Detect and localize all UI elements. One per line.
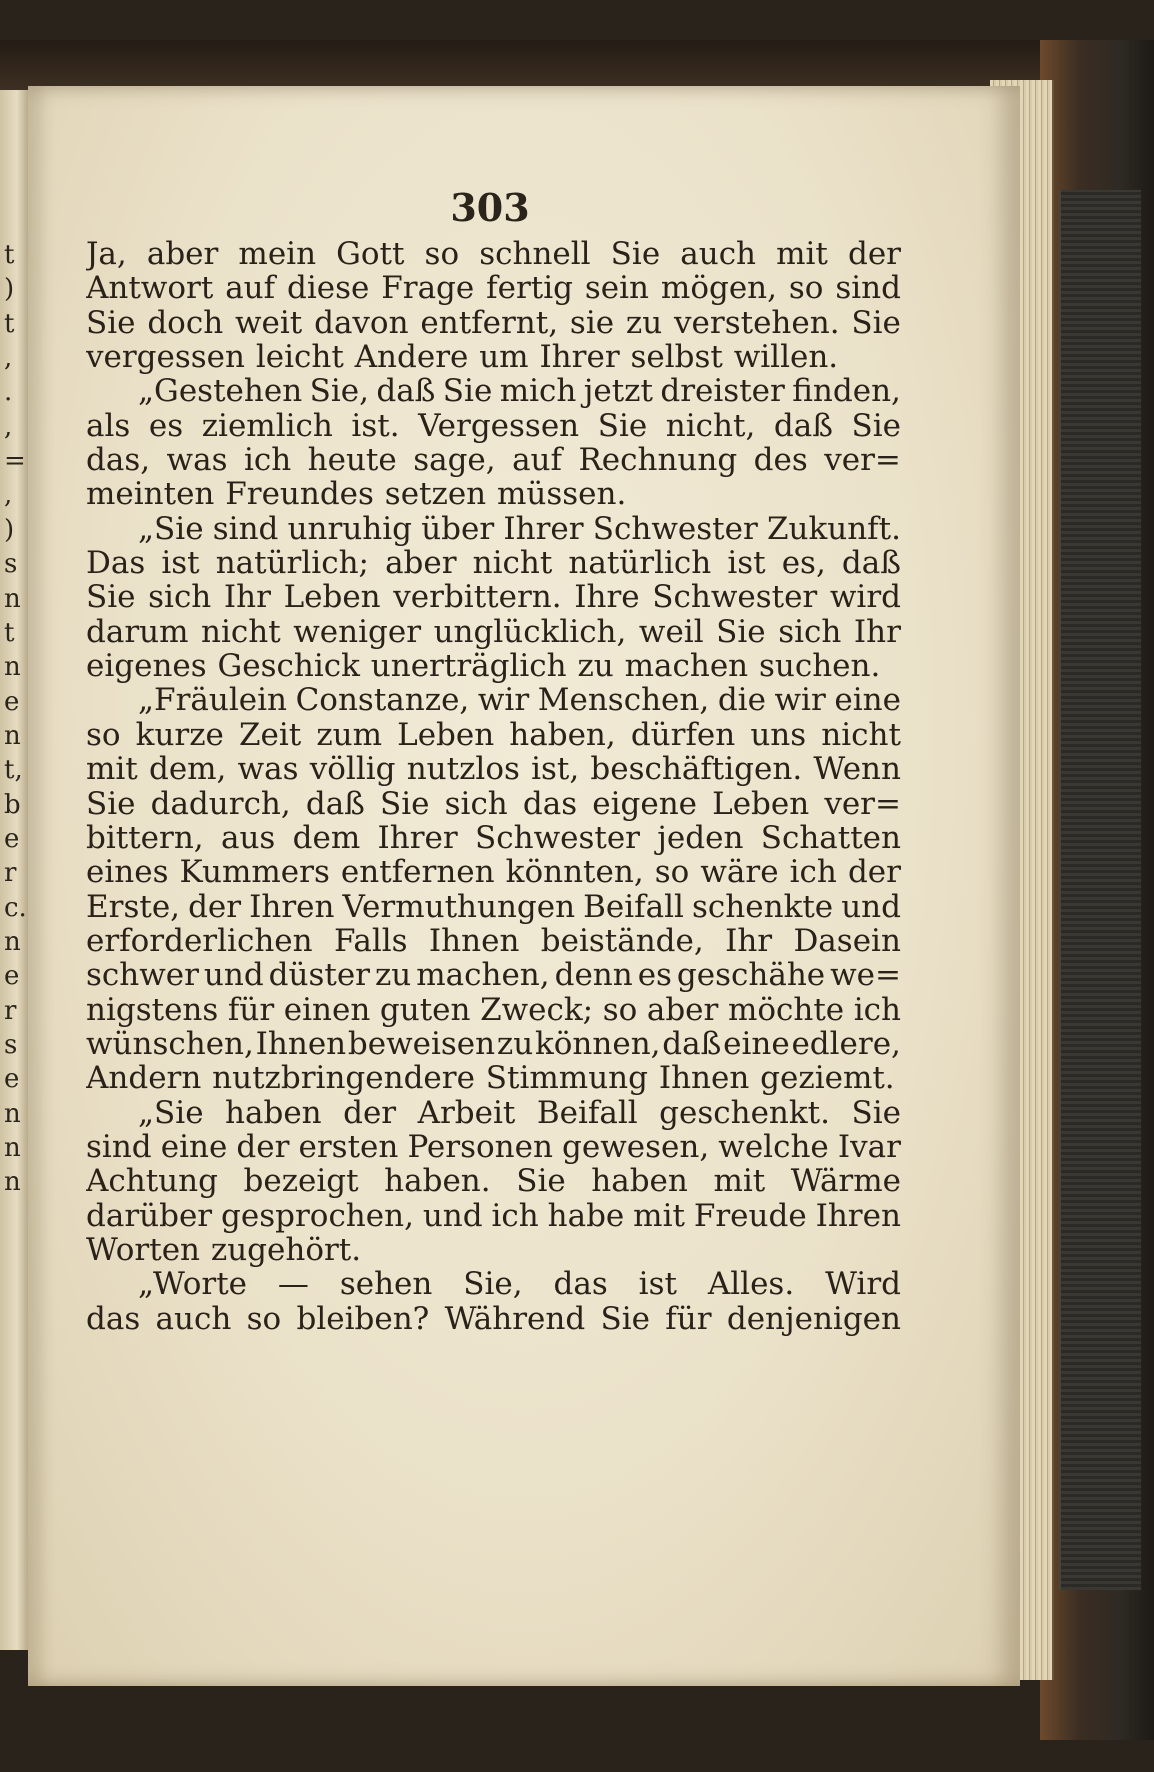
- text-line: eines Kummers entfernen könnten, so wäre ich der: [86, 855, 901, 890]
- text-line: als es ziemlich ist. Vergessen Sie nicht, daß Sie: [86, 408, 901, 444]
- text-line: bittern, aus dem Ihrer Schwester jeden Schatten: [86, 820, 901, 856]
- facing-page-fragment: ,: [4, 480, 13, 511]
- text-line: Erste, der Ihren Vermuthungen Beifall schenkte und: [86, 889, 901, 924]
- text-line: Worten zugehört.: [86, 1232, 362, 1268]
- facing-page-fragment: n: [4, 927, 21, 957]
- facing-page-fragment: s: [4, 549, 18, 580]
- facing-page-fragment: r: [4, 995, 17, 1026]
- page-number: 303: [450, 185, 530, 230]
- facing-page-fragment: t: [4, 240, 15, 270]
- text-line: Achtung bezeigt haben. Sie haben mit Wärme: [86, 1164, 901, 1199]
- text-line: vergessen leicht Andere um Ihrer selbst willen.: [86, 340, 839, 375]
- text-line: darum nicht weniger unglücklich, weil Sie sich Ihr: [86, 614, 901, 650]
- facing-page-fragment: n: [4, 720, 21, 751]
- facing-page-fragment: c.: [4, 892, 27, 923]
- facing-page-fragment: e: [4, 1064, 20, 1095]
- text-line: Sie doch weit davon entfernt, sie zu verstehen. Sie: [86, 305, 901, 341]
- facing-page-fragment: n: [4, 583, 21, 614]
- text-line: Andern nutzbringendere Stimmung Ihnen geziemt.: [86, 1061, 895, 1096]
- text-line: so kurze Zeit zum Leben haben, dürfen uns nicht: [86, 717, 901, 753]
- facing-page-fragment: .: [4, 377, 13, 408]
- text-line: schwer und düster zu machen, denn es geschähe we=: [86, 958, 901, 993]
- text-line: Ja, aber mein Gott so schnell Sie auch mit der: [86, 237, 901, 272]
- text-line: erforderlichen Falls Ihnen beistände, Ihr Dasein: [86, 923, 901, 959]
- text-line: sind eine der ersten Personen gewesen, welche Ivar: [86, 1129, 901, 1165]
- facing-page-fragment: n: [4, 1133, 21, 1164]
- facing-page-fragment: r: [4, 858, 17, 889]
- facing-page-fragment: e: [4, 961, 20, 992]
- book-top-edge: [0, 40, 1060, 90]
- facing-page-fragment: ,: [4, 343, 13, 374]
- facing-page-fragment: t,: [4, 755, 23, 786]
- binding-cloth: [1058, 190, 1141, 1590]
- text-line: „Sie sind unruhig über Ihrer Schwester Zukunft.: [138, 511, 901, 547]
- facing-page-fragment: ): [4, 274, 15, 305]
- facing-page-fragment: =: [4, 446, 26, 477]
- text-line: darüber gesprochen, und ich habe mit Freude Ihren: [86, 1198, 901, 1233]
- facing-page-fragment: t: [4, 308, 15, 339]
- page-body-text: [86, 237, 901, 1336]
- facing-page-fragment: ,: [4, 411, 13, 442]
- facing-page-fragment: b: [4, 789, 21, 820]
- text-line: „Sie haben der Arbeit Beifall geschenkt. Sie: [138, 1095, 901, 1130]
- facing-page-fragment: e: [4, 823, 20, 854]
- text-line: das auch so bleiben? Während Sie für denjenigen: [86, 1301, 901, 1336]
- text-line: Sie sich Ihr Leben verbittern. Ihre Schwester wird: [86, 580, 901, 615]
- text-line: Sie dadurch, daß Sie sich das eigene Leben ver=: [86, 786, 901, 821]
- facing-page-fragment: n: [4, 652, 21, 683]
- facing-page-fragment: ): [4, 514, 15, 545]
- text-line: wünschen, Ihnen beweisen zu können, daß eine edlere,: [86, 1026, 901, 1062]
- text-line: das, was ich heute sage, auf Rechnung des ver=: [86, 443, 901, 478]
- text-line: „Worte — sehen Sie, das ist Alles. Wird: [138, 1267, 901, 1302]
- facing-page-edge: [0, 90, 28, 1650]
- text-line: nigstens für einen guten Zweck; so aber möchte ich: [86, 992, 901, 1027]
- facing-page-fragment: t: [4, 617, 15, 648]
- text-line: Das ist natürlich; aber nicht natürlich ist es, daß: [86, 546, 901, 581]
- facing-page-fragment: n: [4, 1098, 21, 1129]
- text-line: „Fräulein Constanze, wir Menschen, die wir eine: [138, 683, 901, 718]
- text-line: meinten Freundes setzen müssen.: [86, 477, 627, 512]
- text-line: Antwort auf diese Frage fertig sein mögen, so sind: [86, 271, 901, 306]
- text-line: mit dem, was völlig nutzlos ist, beschäftigen. Wenn: [86, 752, 901, 787]
- text-line: eigenes Geschick unerträglich zu machen suchen.: [86, 649, 881, 684]
- facing-page-fragment: s: [4, 1030, 18, 1061]
- facing-page-fragment: e: [4, 686, 20, 717]
- facing-page-fragment: n: [4, 1167, 21, 1198]
- text-line: „Gestehen Sie, daß Sie mich jetzt dreister finden,: [138, 374, 901, 409]
